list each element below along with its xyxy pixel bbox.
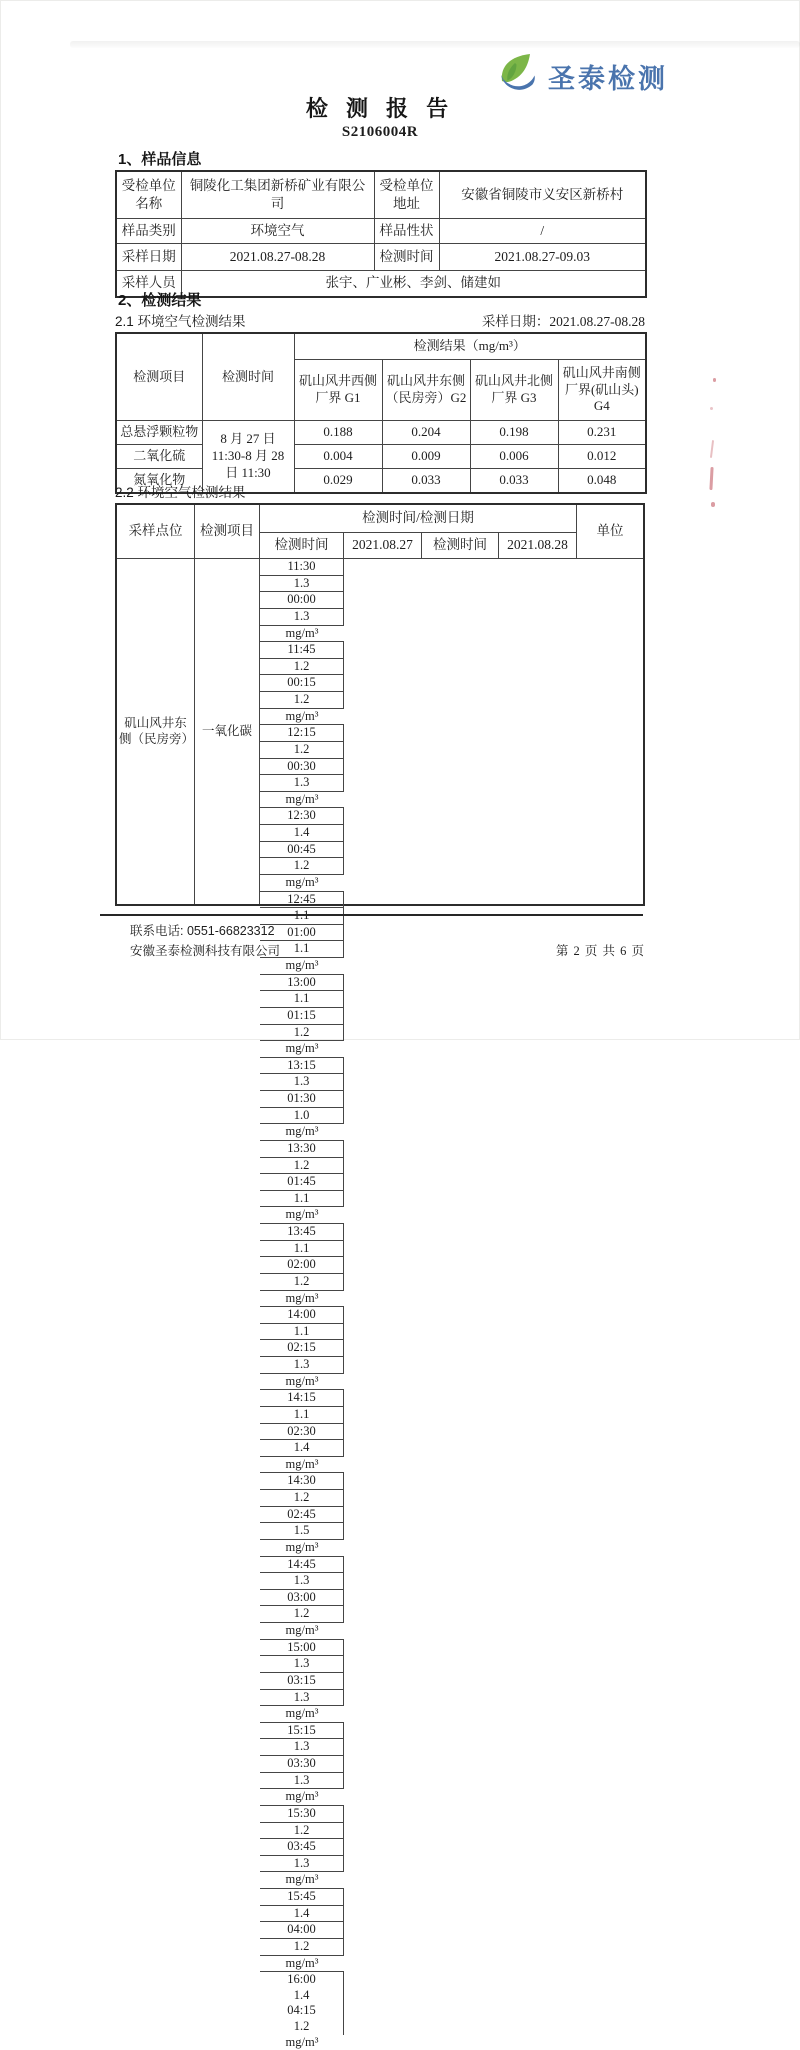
- personnel-value: 张宇、广业彬、李剑、储建如: [181, 271, 646, 298]
- item-nox: 氮氧化物: [116, 469, 202, 494]
- time-cell: 03:15: [260, 1673, 344, 1690]
- time-cell: 01:00: [260, 925, 344, 942]
- value-cell: 0.198: [470, 421, 558, 445]
- col-header-point-g2: 矶山风井东侧（民房旁）G2: [382, 360, 470, 421]
- unit-cell: mg/m³: [260, 792, 344, 809]
- col-header-test-item: 检测项目: [195, 505, 260, 559]
- value-cell: 0.048: [558, 469, 646, 494]
- value-cell: 0.009: [382, 445, 470, 469]
- unit-cell: mg/m³: [260, 1374, 344, 1391]
- item-so2: 二氧化硫: [116, 445, 202, 469]
- section1-heading: 1、样品信息: [118, 151, 202, 168]
- scan-artifact-band: [70, 41, 800, 48]
- value-cell: 0.006: [470, 445, 558, 469]
- col-header-time2: 检测时间: [422, 533, 499, 559]
- time-cell: 02:15: [260, 1340, 344, 1357]
- col-header-point-g3: 矶山风井北侧厂界 G3: [470, 360, 558, 421]
- value-cell: 1.4: [260, 1440, 344, 1457]
- footer-divider: [100, 914, 643, 916]
- red-ink-mark: [711, 502, 715, 507]
- test-time-label: 检测时间: [374, 244, 439, 271]
- value-cell: 0.029: [294, 469, 382, 494]
- unit-cell: mg/m³: [260, 1789, 344, 1806]
- value-cell: 1.3: [260, 1773, 344, 1790]
- unit-cell: mg/m³: [260, 1041, 344, 1058]
- red-ink-mark: [710, 440, 714, 458]
- value-cell: 1.2: [260, 1939, 344, 1956]
- value-cell: 1.2: [260, 1606, 344, 1623]
- subsection-2-2-caption: 2.2 环境空气检测结果: [115, 485, 246, 500]
- time-cell: 11:30: [260, 559, 344, 576]
- value-cell: 1.1: [260, 1324, 344, 1341]
- time-cell: 13:00: [260, 975, 344, 992]
- table-header-row: [116, 333, 646, 360]
- unit-cell: mg/m³: [260, 1623, 344, 1640]
- col-header-item: 检测项目: [116, 333, 202, 421]
- value-cell: 1.3: [260, 1074, 344, 1091]
- red-ink-mark: [710, 407, 713, 410]
- time-cell: 03:00: [260, 1590, 344, 1607]
- footer-company: 安徽圣泰检测科技有限公司: [130, 944, 281, 958]
- value-cell: 0.004: [294, 445, 382, 469]
- page-title: 检 测 报 告: [305, 96, 455, 121]
- unit-cell: mg/m³: [260, 1872, 344, 1889]
- unit-cell: mg/m³: [285, 2034, 319, 2049]
- time-cell: 15:15: [260, 1723, 344, 1740]
- time-cell: 01:15: [260, 1008, 344, 1025]
- value-cell: 1.2: [260, 1025, 344, 1042]
- time-cell: 15:45: [260, 1889, 344, 1906]
- time-cell: 04:00: [260, 1922, 344, 1939]
- value-cell: 1.2: [260, 1823, 344, 1840]
- sample-character-value: /: [439, 219, 646, 244]
- time-range-cell: 8 月 27 日 11:30-8 月 28 日 11:30: [202, 421, 294, 494]
- col-header-date2: 2021.08.28: [499, 533, 577, 559]
- value-cell: 1.2: [260, 659, 344, 676]
- sample-info-table: [115, 170, 647, 298]
- table-row: [116, 244, 646, 271]
- value-cell: 1.4: [260, 1988, 344, 2004]
- co-readings-rows: [260, 559, 344, 2049]
- time-cell: 12:30: [260, 808, 344, 825]
- time-cell: 13:15: [260, 1058, 344, 1075]
- org-addr-label: 受检单位地址: [374, 171, 439, 219]
- value-cell: 0.012: [558, 445, 646, 469]
- time-cell: 02:30: [260, 1424, 344, 1441]
- value-cell: 1.3: [260, 576, 344, 593]
- col-header-sampling-point: 采样点位: [117, 505, 195, 559]
- item-tsp: 总悬浮颗粒物: [116, 421, 202, 445]
- time-cell: 14:15: [260, 1390, 344, 1407]
- personnel-label: 采样人员: [116, 271, 181, 298]
- time-cell: 00:30: [260, 759, 344, 776]
- org-name-label: 受检单位名称: [116, 171, 181, 219]
- value-cell: 1.2: [260, 1158, 344, 1175]
- time-cell: 13:45: [260, 1224, 344, 1241]
- unit-cell: mg/m³: [260, 1291, 344, 1308]
- sample-type-label: 样品类别: [116, 219, 181, 244]
- sample-type-value: 环境空气: [181, 219, 374, 244]
- time-cell: 11:45: [260, 642, 344, 659]
- value-cell: 1.0: [260, 1108, 344, 1125]
- red-ink-mark: [713, 378, 716, 382]
- value-cell: 1.1: [260, 941, 344, 958]
- value-cell: 1.4: [260, 1906, 344, 1923]
- section2-heading: 2、检测结果: [118, 292, 202, 309]
- unit-cell: mg/m³: [260, 1457, 344, 1474]
- sampling-date-note-value: 2021.08.27-08.28: [549, 314, 645, 329]
- value-cell: 1.2: [260, 742, 344, 759]
- time-cell: 03:30: [260, 1756, 344, 1773]
- col-header-time-date-group: 检测时间/检测日期: [260, 505, 577, 533]
- value-cell: 0.033: [382, 469, 470, 494]
- time-cell: 02:00: [260, 1257, 344, 1274]
- time-cell: 12:15: [260, 725, 344, 742]
- value-cell: 1.3: [260, 609, 344, 626]
- table-row: [116, 171, 646, 219]
- value-cell: 1.2: [260, 1490, 344, 1507]
- value-cell: 1.1: [260, 1191, 344, 1208]
- page-number: 第 2 页 共 6 页: [555, 944, 645, 958]
- sampling-date-note-label: 采样日期：: [481, 314, 550, 329]
- table-row: [116, 219, 646, 244]
- value-cell: 1.2: [260, 692, 344, 709]
- value-cell: 1.1: [260, 1241, 344, 1258]
- unit-cell: mg/m³: [260, 1956, 344, 1973]
- time-cell: 00:45: [260, 842, 344, 859]
- value-cell: 1.1: [260, 991, 344, 1008]
- value-cell: 0.204: [382, 421, 470, 445]
- value-cell: 0.188: [294, 421, 382, 445]
- col-header-time1: 检测时间: [260, 533, 344, 559]
- table-row: [116, 445, 646, 469]
- test-time-value: 2021.08.27-09.03: [439, 244, 646, 271]
- org-name-value: 铜陵化工集团新桥矿业有限公司: [181, 171, 374, 219]
- time-cell: 03:45: [260, 1839, 344, 1856]
- value-cell: 1.2: [260, 858, 344, 875]
- sampling-date-note: [482, 310, 645, 330]
- value-cell: 1.3: [260, 1656, 344, 1673]
- col-header-unit: 单位: [577, 505, 643, 559]
- value-cell: 1.3: [260, 775, 344, 792]
- logo-text: 圣泰检测: [548, 64, 668, 94]
- subsection-2-1-caption: 2.1 环境空气检测结果: [115, 314, 246, 329]
- sampling-date-label: 采样日期: [116, 244, 181, 271]
- unit-cell: mg/m³: [260, 875, 344, 892]
- time-cell: 01:30: [260, 1091, 344, 1108]
- report-number: S2106004R: [341, 124, 419, 140]
- unit-cell: mg/m³: [260, 709, 344, 726]
- time-cell: 15:30: [260, 1806, 344, 1823]
- table-row: [116, 421, 646, 445]
- footer-phone: 联系电话: 0551-66823312: [130, 924, 275, 938]
- col-header-point-g4: 矶山风井南侧厂界(矶山头) G4: [558, 360, 646, 421]
- time-cell: 14:30: [260, 1473, 344, 1490]
- sample-character-label: 样品性状: [374, 219, 439, 244]
- value-cell: 0.231: [558, 421, 646, 445]
- air-results-table-2-1: [115, 332, 647, 494]
- value-cell: 1.3: [260, 1573, 344, 1590]
- unit-cell: mg/m³: [260, 1207, 344, 1224]
- time-cell: 12:45: [260, 892, 344, 909]
- org-addr-value: 安徽省铜陵市义安区新桥村: [439, 171, 646, 219]
- time-cell: 16:00: [260, 1972, 344, 1988]
- sampling-date-value: 2021.08.27-08.28: [181, 244, 374, 271]
- value-cell: 1.5: [260, 1523, 344, 1540]
- time-cell: 15:00: [260, 1640, 344, 1657]
- time-cell: 04:15: [260, 2003, 344, 2019]
- col-header-time: 检测时间: [202, 333, 294, 421]
- unit-cell: mg/m³: [260, 958, 344, 975]
- value-cell: 1.2: [260, 1274, 344, 1291]
- value-cell: 1.3: [260, 1357, 344, 1374]
- time-cell: 01:45: [260, 1174, 344, 1191]
- value-cell: 1.3: [260, 1739, 344, 1756]
- unit-cell: mg/m³: [260, 1540, 344, 1557]
- red-ink-mark: [709, 467, 713, 490]
- unit-cell: mg/m³: [260, 1706, 344, 1723]
- col-header-date1: 2021.08.27: [344, 533, 422, 559]
- subsection-2-2-caption-row: [115, 481, 645, 501]
- value-cell: 1.3: [260, 1690, 344, 1707]
- time-cell: 02:45: [260, 1507, 344, 1524]
- time-cell: 14:45: [260, 1557, 344, 1574]
- value-cell: 1.2: [260, 2019, 344, 2035]
- unit-cell: mg/m³: [260, 626, 344, 643]
- time-cell: 00:15: [260, 675, 344, 692]
- value-cell: 0.033: [470, 469, 558, 494]
- value-cell: 1.4: [260, 825, 344, 842]
- subsection-2-1-caption-row: [115, 310, 645, 330]
- sampling-point-cell: 矶山风井东侧（民房旁）: [117, 559, 195, 904]
- value-cell: 1.3: [260, 1856, 344, 1873]
- col-header-point-g1: 矶山风井西侧厂界 G1: [294, 360, 382, 421]
- time-cell: 00:00: [260, 592, 344, 609]
- col-header-result-group: 检测结果（mg/m³）: [294, 333, 646, 360]
- unit-cell: mg/m³: [260, 1124, 344, 1141]
- time-cell: 14:00: [260, 1307, 344, 1324]
- test-item-cell: 一氧化碳: [195, 559, 260, 904]
- value-cell: 1.1: [260, 1407, 344, 1424]
- time-cell: 13:30: [260, 1141, 344, 1158]
